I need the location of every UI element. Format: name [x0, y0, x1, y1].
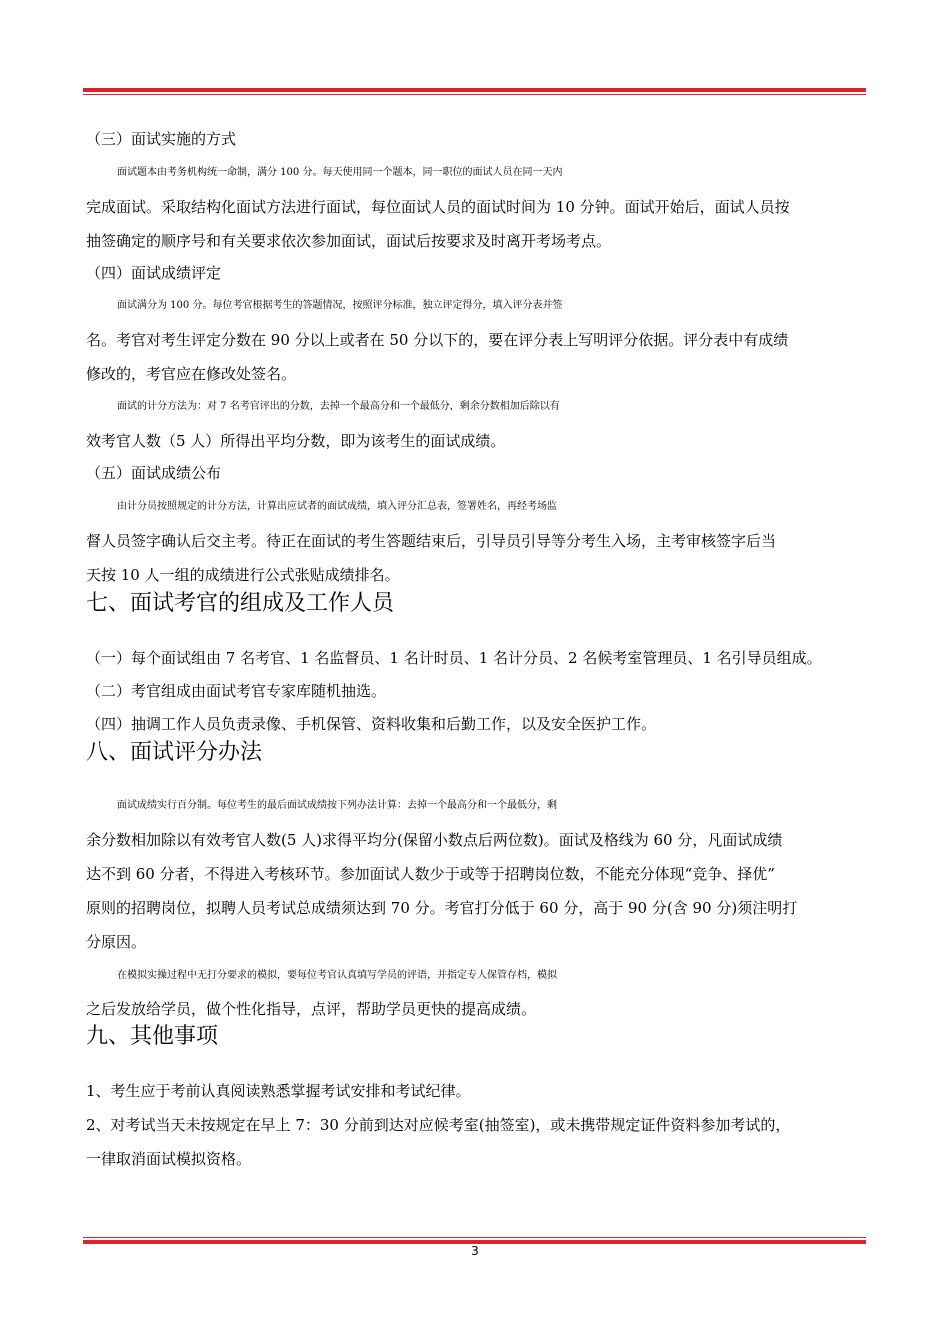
paragraph-line: 面试成绩实行百分制。每位考生的最后面试成绩按下列办法计算：去掉一个最高分和一个最低分，剩: [117, 800, 557, 811]
paragraph-line: 抽签确定的顺序号和有关要求依次参加面试，面试后按要求及时离开考场考点。: [86, 232, 612, 250]
page-number: 3: [471, 1244, 479, 1258]
list-item: （四）抽调工作人员负责录像、手机保管、资料收集和后勤工作，以及安全医护工作。: [86, 715, 657, 733]
list-item: （一）每个面试组由 7 名考官、1 名监督员、1 名计时员、1 名计分员、2 名候考室管理员、1 名引导员组成。: [86, 649, 822, 667]
paragraph-line: 面试的计分方法为：对 7 名考官评出的分数，去掉一个最高分和一个最低分，剩余分数相加后除以有: [117, 401, 560, 412]
paragraph-line: 余分数相加除以有效考官人数(5 人)求得平均分(保留小数点后两位数)。面试及格线为 60 分，凡面试成绩: [86, 831, 783, 849]
header-rule: [83, 88, 866, 95]
paragraph-line: 原则的招聘岗位，拟聘人员考试总成绩须达到 70 分。考官打分低于 60 分，高于 90 分(含 90 分)须注明打: [86, 899, 798, 917]
paragraph-line: 督人员签字确认后交主考。待正在面试的考生答题结束后，引导员引导等分考生入场，主考审核签字后当: [86, 532, 777, 550]
footer-rule: [83, 1237, 866, 1244]
paragraph-line: 完成面试。采取结构化面试方法进行面试，每位面试人员的面试时间为 10 分钟。面试开始后，面试人员按: [86, 198, 790, 216]
section-heading: 九、其他事项: [86, 1024, 219, 1049]
paragraph-line: 分原因。: [86, 933, 147, 951]
list-item: （二）考官组成由面试考官专家库随机抽选。: [86, 682, 387, 700]
section-heading: 七、面试考官的组成及工作人员: [86, 591, 395, 616]
list-item: 2、对考试当天未按规定在早上 7：30 分前到达对应候考室(抽签室)，或未携带规定证件资料参加考试的，: [86, 1116, 791, 1134]
paragraph-line: 效考官人数（5 人）所得出平均分数，即为该考生的面试成绩。: [86, 432, 506, 450]
paragraph-line: 在模拟实操过程中无打分要求的模拟，要每位考官认真填写学员的评语，并指定专人保管存档，模拟: [117, 970, 557, 981]
subsection-title: （三）面试实施的方式: [86, 130, 237, 148]
paragraph-line: 之后发放给学员，做个性化指导，点评，帮助学员更快的提高成绩。: [86, 1000, 537, 1018]
section-heading: 八、面试评分办法: [86, 740, 263, 765]
paragraph-line: 修改的，考官应在修改处签名。: [86, 365, 297, 383]
paragraph-line: 由计分员按照规定的计分方法，计算出应试者的面试成绩，填入评分汇总表，签署姓名，再经考场监: [117, 501, 557, 512]
paragraph-line: 名。考官对考生评定分数在 90 分以上或者在 50 分以下的，要在评分表上写明评分依据。评分表中有成绩: [86, 331, 789, 349]
subsection-title: （五）面试成绩公布: [86, 464, 222, 482]
paragraph-line: 天按 10 人一组的成绩进行公式张贴成绩排名。: [86, 566, 400, 584]
subsection-title: （四）面试成绩评定: [86, 264, 222, 282]
paragraph-line: 面试题本由考务机构统一命制，满分 100 分。每天使用同一个题本，同一职位的面试人员在同一天内: [117, 167, 563, 178]
paragraph-line: 面试满分为 100 分。每位考官根据考生的答题情况，按照评分标准，独立评定得分，填入评分表并签: [117, 300, 563, 311]
list-item: 一律取消面试模拟资格。: [86, 1150, 252, 1168]
paragraph-line: 达不到 60 分者，不得进入考核环节。参加面试人数少于或等于招聘岗位数，不能充分体现“竞争、择优”: [86, 865, 775, 883]
list-item: 1、考生应于考前认真阅读熟悉掌握考试安排和考试纪律。: [86, 1082, 471, 1100]
